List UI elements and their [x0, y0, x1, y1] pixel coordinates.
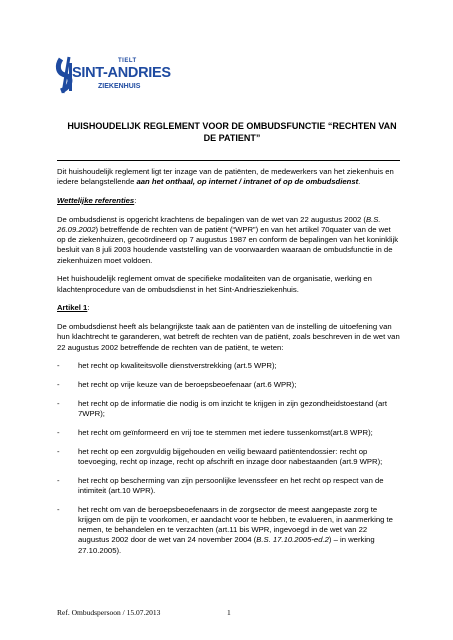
list-item: - het recht op bescherming van zijn persoonlijke levenssfeer en het recht op respect van de intimiteit (art.10 WPR). — [57, 475, 384, 495]
article-1-intro: De ombudsdienst heeft als belangrijkste taak aan de patiënten van de instelling de uitoefening van hun klachtrecht te garanderen, wat betreft de rechten van de patiënt, zoals beschreven in de wet van 22 augustus 2002 betreffende de rechten van de patiënt, te weten: — [57, 322, 400, 352]
intro-emphasis: aan het onthaal, op internet / intranet of op de ombudsdienst — [136, 177, 359, 187]
list-item: - het recht op een zorgvuldig bijgehouden en veilig bewaard patiëntendossier: recht op toevoeging, recht op inzage, recht op afschrift en inzage door nabestaanden (art.9 WPR); — [57, 446, 383, 466]
document-body — [57, 167, 400, 564]
list-item: - het recht op kwaliteitsvolle dienstverstrekking (art.5 WPR); — [57, 361, 277, 371]
legal-paragraph-2: Het huishoudelijk reglement omvat de specifieke modaliteiten van de organisatie, werking en klachtenprocedure van de ombudsdienst in het Sint-Andriesziekenhuis. — [57, 274, 372, 294]
footer-reference: Ref. Ombudspersoon / 15.07.2013 — [57, 608, 161, 617]
list-item: - het recht op de informatie die nodig is om inzicht te krijgen in zijn gezondheidstoestand (art 7WPR); — [57, 399, 387, 419]
intro-paragraph: Dit huishoudelijk reglement ligt ter inzage van de patiënten, de medewerkers van het ziekenhuis en iedere belangstellende aan het onthaal, op internet / intranet of op de ombudsdienst. — [57, 167, 394, 187]
legal-paragraph-1: De ombudsdienst is opgericht krachtens de bepalingen van de wet van 22 augustus 2002 (B.S. 26.09.2002) betreffende de rechten van de patiënt (“WPR”) en van het artikel 70quater van de wet op de ziekenhuizen, gecoördineerd op 7 augustus 1987 en conform de bepalingen van het koninklijk besluit van 8 juli 2003 houdende vaststelling van de voorwaarden waaraan de ombudsfunctie in de ziekenhuizen moet voldoen. — [57, 214, 399, 265]
list-item: - het recht om van de beroepsbeoefenaars in de zorgsector de meest aangepaste zorg te krijgen om de pijn te voorkomen, er aandacht voor te hebben, te evalueren, in aanmerking te nemen, te behandelen en te verzachten (art.11 bis WPR, ingevoegd in de wet van 22 augustus 2002 door de wet van 24 november 2004 (B.S. 17.10.2005-ed.2) – in werking 27.10.2005). — [57, 504, 393, 555]
list-item: - het recht op vrije keuze van de beroepsbeoefenaar (art.6 WPR); — [57, 380, 297, 390]
document-title: HUISHOUDELIJK REGLEMENT VOOR DE OMBUDSFUNCTIE “RECHTEN VAN DE PATIENT” — [67, 121, 397, 143]
logo-name: SINT-ANDRIES — [72, 65, 171, 81]
article-1-heading: Artikel 1: — [57, 303, 90, 313]
page-footer — [57, 608, 400, 617]
list-item: - het recht om geïnformeerd en vrij toe te stemmen met iedere tussenkomst(art.8 WPR); — [57, 428, 373, 437]
logo-tielt: TIELT — [118, 58, 137, 64]
logo-subtitle: ZIEKENHUIS — [98, 83, 141, 90]
section-heading-legal-references: Wettelijke referenties: — [57, 196, 137, 205]
page-number: 1 — [227, 608, 231, 617]
title-divider — [57, 160, 400, 161]
